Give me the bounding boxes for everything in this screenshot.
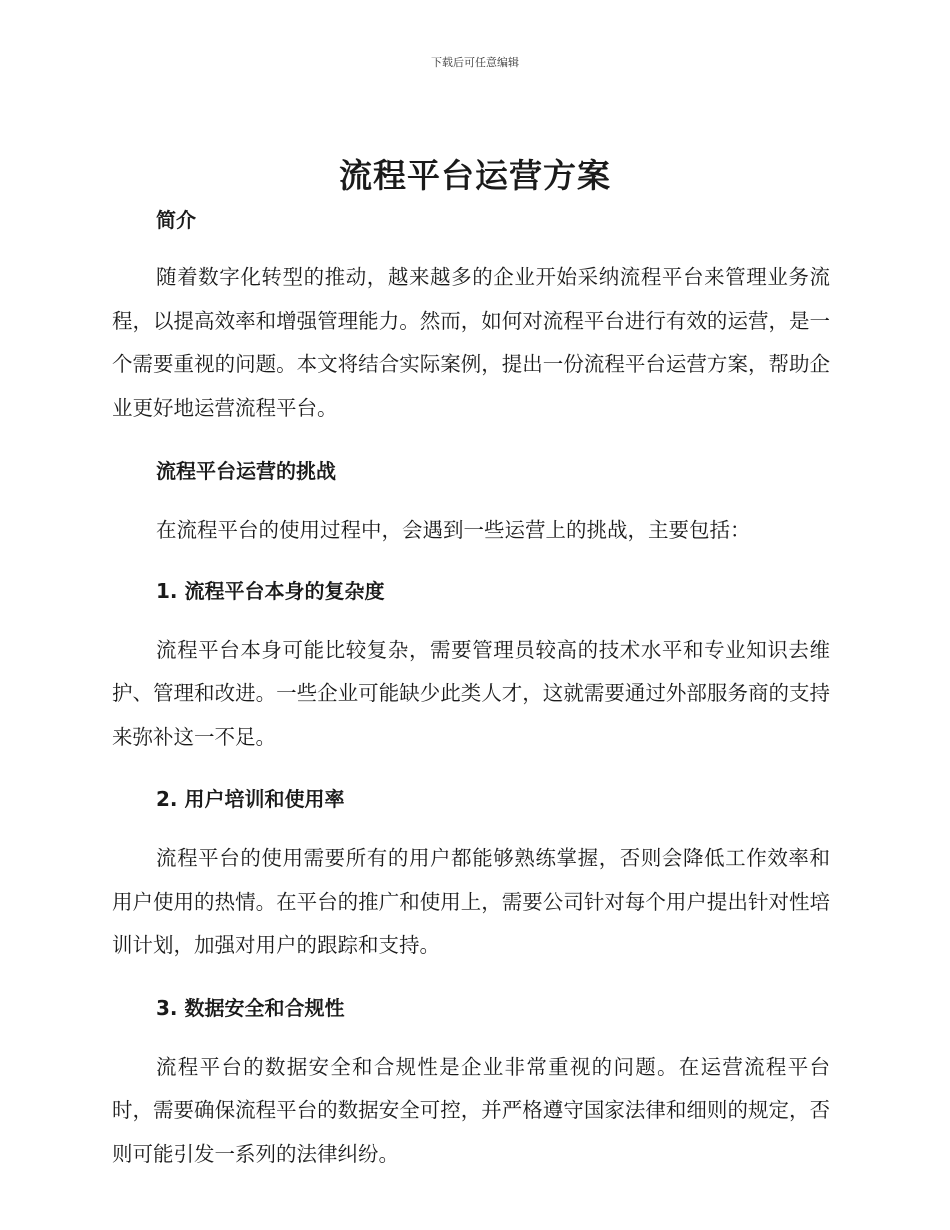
section-heading-complexity: 1. 流程平台本身的复杂度 [156,578,385,603]
document-body [112,204,830,1176]
section-paragraph-training: 流程平台的使用需要所有的用户都能够熟练掌握，否则会降低工作效率和用户使用的热情。在平台的推广和使用上，需要公司针对每个用户提出针对性培训计划，加强对用户的跟踪和支持。 [112,846,830,957]
document-title: 流程平台运营方案 [339,156,611,195]
section-paragraph-security: 流程平台的数据安全和合规性是企业非常重视的问题。在运营流程平台时，需要确保流程平台的数据安全可控，并严格遵守国家法律和细则的规定，否则可能引发一系列的法律纠纷。 [112,1054,830,1166]
section-heading-intro: 简介 [156,208,196,232]
section-paragraph-complexity: 流程平台本身可能比较复杂，需要管理员较高的技术水平和专业知识去维护、管理和改进。一些企业可能缺少此类人才，这就需要通过外部服务商的支持来弥补这一不足。 [112,637,830,749]
section-heading-challenges: 流程平台运营的挑战 [156,459,336,483]
section-heading-training: 2. 用户培训和使用率 [156,787,345,811]
section-paragraph-challenges: 在流程平台的使用过程中，会遇到一些运营上的挑战，主要包括： [156,518,751,542]
section-heading-security: 3. 数据安全和合规性 [156,995,345,1020]
header-note: 下载后可任意编辑 [431,56,519,69]
section-paragraph-intro: 随着数字化转型的推动，越来越多的企业开始采纳流程平台来管理业务流程，以提高效率和增强管理能力。然而，如何对流程平台进行有效的运营，是一个需要重视的问题。本文将结合实际案例，提出一份流程平台运营方案，帮助企业更好地运营流程平台。 [112,265,830,420]
